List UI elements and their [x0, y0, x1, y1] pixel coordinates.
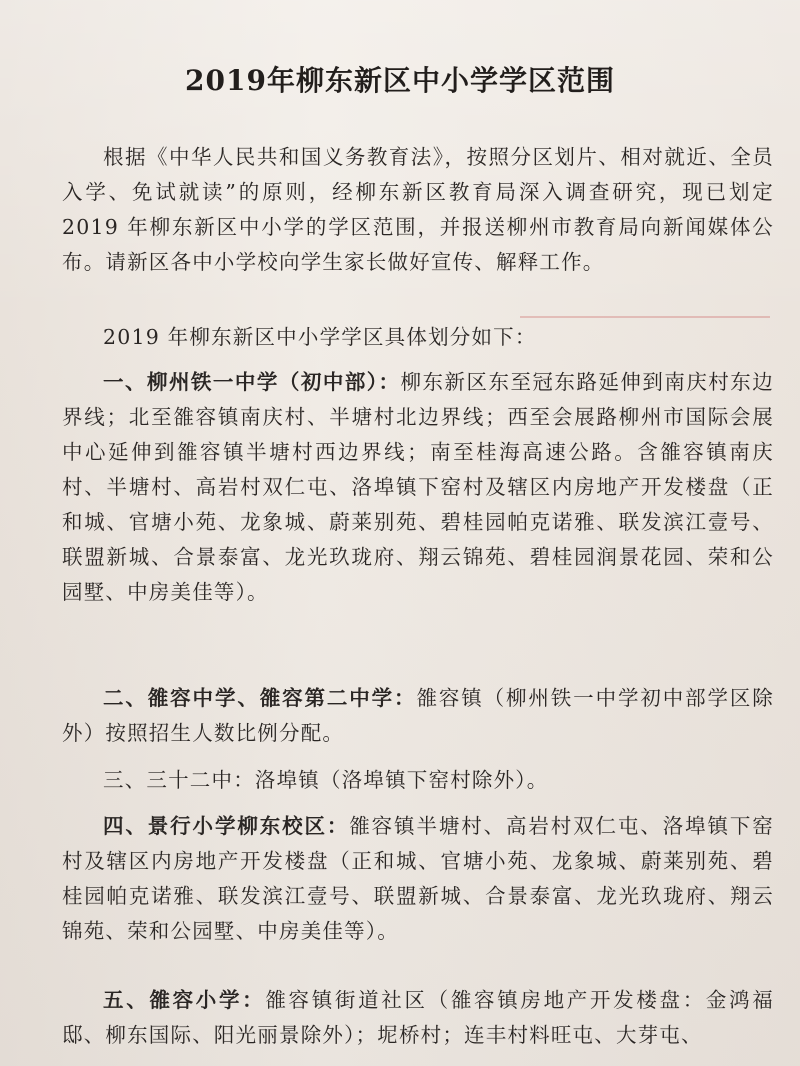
section-text: 洛埠镇（洛埠镇下窑村除外）。 — [254, 768, 549, 792]
section-paragraph — [62, 365, 774, 610]
section-text: 雒容镇街道社区（雒容镇房地产开发楼盘：金鸿福邸、柳东国际、阳光丽景除外）；坭桥村；连丰村料旺屯、大芽屯、 — [62, 988, 774, 1047]
document-title: 2019年柳东新区中小学学区范围 — [185, 63, 615, 97]
section-heading: 二、雒容中学、雒容第二中学： — [103, 686, 417, 710]
section-heading: 一、柳州铁一中学（初中部）： — [103, 370, 401, 394]
intro-paragraph: 根据《中华人民共和国义务教育法》，按照分区划片、相对就近、全员入学、免试就读”的原则，经柳东新区教育局深入调查研究，现已划定 2019 年柳东新区中小学的学区范围，并报送柳州市教育局向新闻媒体公布。请新区各中小学校向学生家长做好宣传、解释工作。 — [62, 145, 774, 274]
section-heading: 四、景行小学柳东校区： — [103, 814, 350, 838]
section-text: 雒容镇半塘村、高岩村双仁屯、洛埠镇下窑村及辖区内房地产开发楼盘（正和城、官塘小苑、龙象城、蔚莱别苑、碧桂园帕克诺雅、联发滨江壹号、联盟新城、合景泰富、龙光玖珑府、翔云锦苑、荣和公园墅、中房美佳等）。 — [62, 814, 774, 943]
section-heading: 三、三十二中： — [103, 768, 255, 792]
section-paragraph — [62, 983, 774, 1053]
section-text: 雒容镇（柳州铁一中学初中部学区除外）按照招生人数比例分配。 — [62, 686, 774, 745]
section-paragraph — [62, 763, 774, 798]
red-ink-mark — [520, 316, 770, 318]
section-heading: 五、雒容小学： — [103, 988, 266, 1012]
section-paragraph — [62, 681, 774, 751]
lead-paragraph: 2019 年柳东新区中小学学区具体划分如下： — [103, 325, 537, 349]
section-text: 柳东新区东至冠东路延伸到南庆村东边界线；北至雒容镇南庆村、半塘村北边界线；西至会展路柳州市国际会展中心延伸到雒容镇半塘村西边界线；南至桂海高速公路。含雒容镇南庆村、半塘村、高岩村双仁屯、洛埠镇下窑村及辖区内房地产开发楼盘（正和城、官塘小苑、龙象城、蔚莱别苑、碧桂园帕克诺雅、联发滨江壹号、联盟新城、合景泰富、龙光玖珑府、翔云锦苑、碧桂园润景花园、荣和公园墅、中房美佳等）。 — [62, 370, 774, 604]
section-paragraph — [62, 809, 774, 949]
